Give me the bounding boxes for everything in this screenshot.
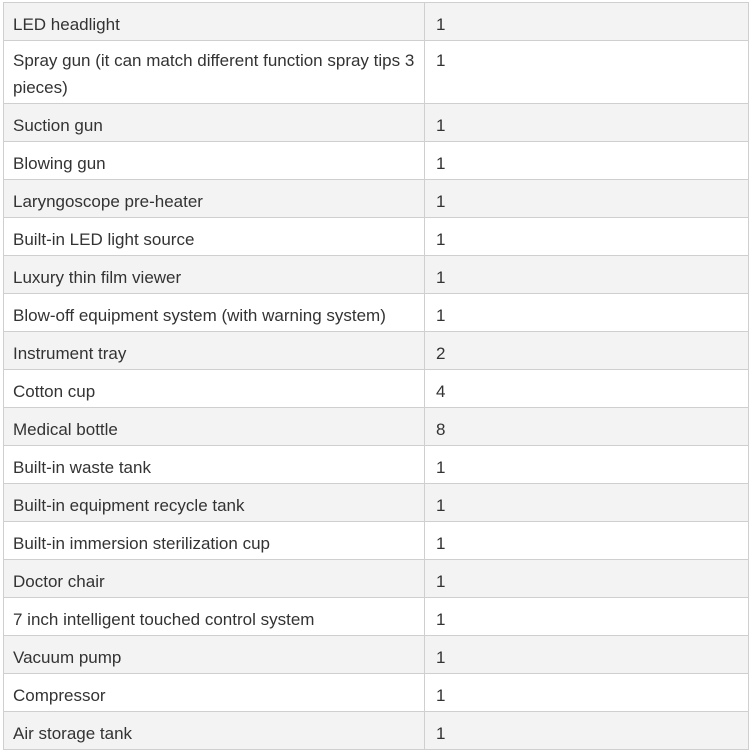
table-row [4, 712, 749, 750]
quantity-cell: 4 [425, 370, 749, 408]
quantity-cell: 1 [425, 41, 749, 104]
table-row [4, 598, 749, 636]
quantity-cell: 1 [425, 674, 749, 712]
table-row [4, 484, 749, 522]
quantity-cell: 1 [425, 522, 749, 560]
quantity-cell: 1 [425, 180, 749, 218]
quantity-cell: 1 [425, 256, 749, 294]
item-name-cell: Doctor chair [4, 560, 425, 598]
table-row [4, 3, 749, 41]
table-row [4, 256, 749, 294]
table-row [4, 218, 749, 256]
quantity-cell: 1 [425, 294, 749, 332]
item-name-cell: Blow-off equipment system (with warning system) [4, 294, 425, 332]
table-row [4, 636, 749, 674]
quantity-cell: 1 [425, 560, 749, 598]
quantity-cell: 1 [425, 636, 749, 674]
quantity-cell: 1 [425, 598, 749, 636]
item-name-cell: Built-in immersion sterilization cup [4, 522, 425, 560]
table-row [4, 560, 749, 598]
equipment-table [3, 2, 749, 750]
item-name-cell: Vacuum pump [4, 636, 425, 674]
table-row [4, 332, 749, 370]
item-name-cell: Blowing gun [4, 142, 425, 180]
quantity-cell: 1 [425, 142, 749, 180]
table-row [4, 180, 749, 218]
table-row [4, 104, 749, 142]
item-name-cell: Spray gun (it can match different function spray tips 3 pieces) [4, 41, 425, 104]
quantity-cell: 2 [425, 332, 749, 370]
item-name-cell: Built-in LED light source [4, 218, 425, 256]
quantity-cell: 1 [425, 484, 749, 522]
item-name-cell: 7 inch intelligent touched control system [4, 598, 425, 636]
item-name-cell: Instrument tray [4, 332, 425, 370]
item-name-cell: Built-in equipment recycle tank [4, 484, 425, 522]
item-name-cell: Built-in waste tank [4, 446, 425, 484]
item-name-cell: Luxury thin film viewer [4, 256, 425, 294]
table-row [4, 294, 749, 332]
equipment-table-container [3, 2, 748, 750]
item-name-cell: Suction gun [4, 104, 425, 142]
table-row [4, 142, 749, 180]
table-row [4, 522, 749, 560]
item-name-cell: Medical bottle [4, 408, 425, 446]
item-name-cell: Laryngoscope pre-heater [4, 180, 425, 218]
table-row [4, 674, 749, 712]
quantity-cell: 1 [425, 104, 749, 142]
table-row [4, 408, 749, 446]
table-row [4, 446, 749, 484]
quantity-cell: 1 [425, 218, 749, 256]
item-name-cell: Compressor [4, 674, 425, 712]
quantity-cell: 1 [425, 3, 749, 41]
item-name-cell: Cotton cup [4, 370, 425, 408]
quantity-cell: 1 [425, 446, 749, 484]
item-name-cell: Air storage tank [4, 712, 425, 750]
table-row [4, 370, 749, 408]
quantity-cell: 1 [425, 712, 749, 750]
item-name-cell: LED headlight [4, 3, 425, 41]
table-row [4, 41, 749, 104]
quantity-cell: 8 [425, 408, 749, 446]
